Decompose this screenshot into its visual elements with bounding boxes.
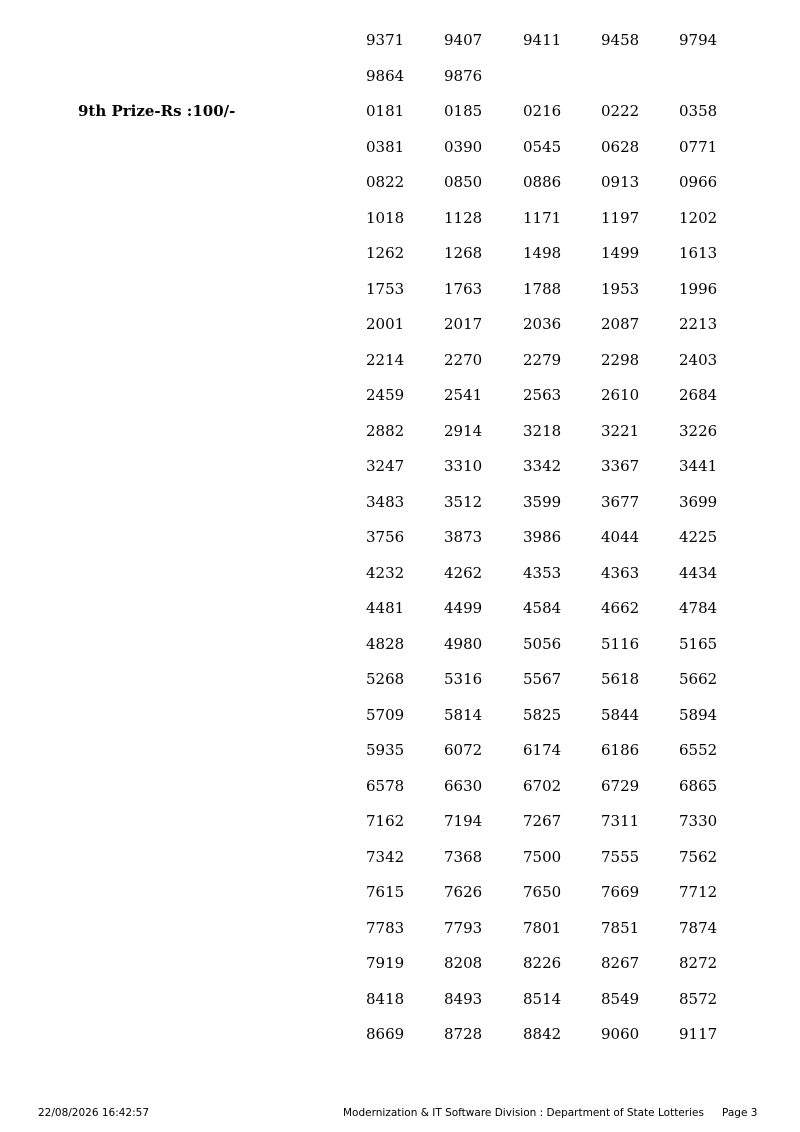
ticket-number: 2684 bbox=[679, 386, 718, 404]
ticket-number: 0886 bbox=[523, 173, 562, 191]
ticket-number: 7368 bbox=[444, 847, 483, 866]
ticket-number: 4225 bbox=[679, 528, 718, 546]
prize-number-row bbox=[366, 242, 766, 278]
ticket-number: 2541 bbox=[444, 386, 483, 404]
ticket-number: 1613 bbox=[679, 244, 718, 262]
ticket-number: 4481 bbox=[366, 599, 405, 617]
ticket-number: 2036 bbox=[523, 315, 562, 333]
winning-numbers-grid bbox=[366, 29, 766, 1059]
ticket-number: 4980 bbox=[444, 634, 483, 653]
ticket-number: 7712 bbox=[679, 883, 718, 901]
ticket-number: 7783 bbox=[366, 918, 405, 937]
ticket-number: 6186 bbox=[601, 741, 640, 759]
ticket-number: 3986 bbox=[523, 528, 562, 546]
ticket-number: 2610 bbox=[601, 386, 640, 404]
ticket-number: 5709 bbox=[366, 705, 405, 724]
ticket-number: 7162 bbox=[366, 812, 405, 830]
ticket-number: 4262 bbox=[444, 563, 483, 582]
ticket-number: 4353 bbox=[523, 563, 562, 582]
ticket-number: 5268 bbox=[366, 670, 405, 688]
prize-number-row bbox=[366, 988, 766, 1024]
ticket-number: 3367 bbox=[601, 457, 640, 475]
ticket-number: 2563 bbox=[523, 386, 562, 404]
ticket-number: 8226 bbox=[523, 954, 562, 972]
prize-number-row bbox=[366, 136, 766, 172]
ticket-number: 0181 bbox=[366, 102, 405, 120]
ticket-number: 8728 bbox=[444, 1025, 483, 1043]
ticket-number: 3873 bbox=[444, 528, 483, 546]
ticket-number: 5662 bbox=[679, 670, 718, 688]
ticket-number: 9794 bbox=[679, 31, 718, 49]
ticket-number: 2213 bbox=[679, 315, 718, 333]
ticket-number: 8272 bbox=[679, 954, 718, 972]
ticket-number: 0822 bbox=[366, 173, 405, 191]
ticket-number: 7626 bbox=[444, 883, 483, 901]
prize-number-row bbox=[366, 775, 766, 811]
ticket-number: 1763 bbox=[444, 279, 483, 298]
ticket-number: 8572 bbox=[679, 989, 718, 1008]
ticket-number: 7615 bbox=[366, 883, 405, 901]
prize-number-row bbox=[366, 668, 766, 704]
ticket-number: 1262 bbox=[366, 244, 405, 262]
ticket-number: 1268 bbox=[444, 244, 483, 262]
ticket-number: 1171 bbox=[523, 208, 562, 227]
ticket-number: 8842 bbox=[523, 1025, 562, 1043]
ticket-number: 6702 bbox=[523, 776, 562, 795]
ticket-number: 1996 bbox=[679, 279, 718, 298]
prize-number-row bbox=[366, 349, 766, 385]
ticket-number: 8669 bbox=[366, 1025, 405, 1043]
ticket-number: 9371 bbox=[366, 31, 405, 49]
ticket-number: 8267 bbox=[601, 954, 640, 972]
ticket-number: 2298 bbox=[601, 350, 640, 369]
prize-number-row bbox=[366, 881, 766, 917]
ticket-number: 6552 bbox=[679, 741, 718, 759]
ticket-number: 3310 bbox=[444, 457, 483, 475]
ticket-number: 3756 bbox=[366, 528, 405, 546]
ticket-number: 3247 bbox=[366, 457, 405, 475]
prize-number-row bbox=[366, 810, 766, 846]
ticket-number: 5894 bbox=[679, 705, 718, 724]
footer-datetime: 22/08/2026 16:42:57 bbox=[38, 1107, 150, 1119]
ticket-number: 4584 bbox=[523, 599, 562, 617]
ticket-number: 3441 bbox=[679, 457, 718, 475]
ticket-number: 0358 bbox=[679, 102, 718, 120]
prize-number-row bbox=[366, 100, 766, 136]
ticket-number: 7267 bbox=[523, 812, 562, 830]
prize-number-row bbox=[366, 952, 766, 988]
ticket-number: 3599 bbox=[523, 492, 562, 511]
ticket-number: 0771 bbox=[679, 137, 718, 156]
ticket-number: 0545 bbox=[523, 137, 562, 156]
prize-number-row bbox=[366, 917, 766, 953]
ticket-number: 0216 bbox=[523, 102, 562, 120]
ticket-number: 9458 bbox=[601, 31, 640, 49]
ticket-number: 2214 bbox=[366, 350, 405, 369]
prize-number-row bbox=[366, 207, 766, 243]
ticket-number: 4499 bbox=[444, 599, 483, 617]
prize-number-row bbox=[366, 384, 766, 420]
ticket-number: 5844 bbox=[601, 705, 640, 724]
ticket-number: 8549 bbox=[601, 989, 640, 1008]
ticket-number: 3342 bbox=[523, 457, 562, 475]
continuation-number-row bbox=[366, 65, 766, 101]
ticket-number: 1788 bbox=[523, 279, 562, 298]
ticket-number: 7342 bbox=[366, 847, 405, 866]
ticket-number: 3221 bbox=[601, 421, 640, 440]
ticket-number: 7650 bbox=[523, 883, 562, 901]
ticket-number: 5814 bbox=[444, 705, 483, 724]
ticket-number: 2017 bbox=[444, 315, 483, 333]
ticket-number: 3226 bbox=[679, 421, 718, 440]
prize-number-row bbox=[366, 526, 766, 562]
ticket-number: 3218 bbox=[523, 421, 562, 440]
ticket-number: 6174 bbox=[523, 741, 562, 759]
ticket-number: 1498 bbox=[523, 244, 562, 262]
ticket-number: 7311 bbox=[601, 812, 640, 830]
ticket-number: 2279 bbox=[523, 350, 562, 369]
ticket-number: 1499 bbox=[601, 244, 640, 262]
prize-number-row bbox=[366, 633, 766, 669]
ticket-number: 5618 bbox=[601, 670, 640, 688]
ticket-number: 5116 bbox=[601, 634, 640, 653]
ticket-number: 0390 bbox=[444, 137, 483, 156]
prize-number-row bbox=[366, 278, 766, 314]
ticket-number: 1753 bbox=[366, 279, 405, 298]
ticket-number: 2882 bbox=[366, 421, 405, 440]
ticket-number: 7500 bbox=[523, 847, 562, 866]
ticket-number: 8418 bbox=[366, 989, 405, 1008]
continuation-number-row bbox=[366, 29, 766, 65]
ticket-number: 4232 bbox=[366, 563, 405, 582]
prize-number-row bbox=[366, 313, 766, 349]
ticket-number: 3512 bbox=[444, 492, 483, 511]
ticket-number: 2459 bbox=[366, 386, 405, 404]
ticket-number: 2087 bbox=[601, 315, 640, 333]
prize-number-row bbox=[366, 846, 766, 882]
prize-number-row bbox=[366, 420, 766, 456]
ticket-number: 6630 bbox=[444, 776, 483, 795]
prize-number-row bbox=[366, 1023, 766, 1059]
ticket-number: 9876 bbox=[444, 66, 483, 85]
ticket-number: 4044 bbox=[601, 528, 640, 546]
ticket-number: 4828 bbox=[366, 634, 405, 653]
ticket-number: 0966 bbox=[679, 173, 718, 191]
ticket-number: 0185 bbox=[444, 102, 483, 120]
prize-heading: 9th Prize-Rs :100/- bbox=[78, 102, 236, 120]
ticket-number: 1202 bbox=[679, 208, 718, 227]
ticket-number: 8208 bbox=[444, 954, 483, 972]
ticket-number: 7562 bbox=[679, 847, 718, 866]
ticket-number: 2001 bbox=[366, 315, 405, 333]
ticket-number: 7801 bbox=[523, 918, 562, 937]
ticket-number: 9864 bbox=[366, 66, 405, 85]
prize-number-row bbox=[366, 455, 766, 491]
ticket-number: 4784 bbox=[679, 599, 718, 617]
ticket-number: 1128 bbox=[444, 208, 483, 227]
ticket-number: 6578 bbox=[366, 776, 405, 795]
prize-number-row bbox=[366, 739, 766, 775]
ticket-number: 1953 bbox=[601, 279, 640, 298]
ticket-number: 6729 bbox=[601, 776, 640, 795]
ticket-number: 0628 bbox=[601, 137, 640, 156]
ticket-number: 5567 bbox=[523, 670, 562, 688]
ticket-number: 8493 bbox=[444, 989, 483, 1008]
ticket-number: 5825 bbox=[523, 705, 562, 724]
ticket-number: 7851 bbox=[601, 918, 640, 937]
prize-number-row bbox=[366, 491, 766, 527]
ticket-number: 2914 bbox=[444, 421, 483, 440]
ticket-number: 3677 bbox=[601, 492, 640, 511]
prize-number-row bbox=[366, 562, 766, 598]
ticket-number: 7330 bbox=[679, 812, 718, 830]
ticket-number: 5165 bbox=[679, 634, 718, 653]
ticket-number: 4363 bbox=[601, 563, 640, 582]
ticket-number: 0381 bbox=[366, 137, 405, 156]
ticket-number: 4662 bbox=[601, 599, 640, 617]
ticket-number: 4434 bbox=[679, 563, 718, 582]
ticket-number: 9407 bbox=[444, 31, 483, 49]
ticket-number: 8514 bbox=[523, 989, 562, 1008]
ticket-number: 5316 bbox=[444, 670, 483, 688]
ticket-number: 0850 bbox=[444, 173, 483, 191]
ticket-number: 9060 bbox=[601, 1025, 640, 1043]
ticket-number: 1018 bbox=[366, 208, 405, 227]
ticket-number: 3483 bbox=[366, 492, 405, 511]
ticket-number: 7555 bbox=[601, 847, 640, 866]
ticket-number: 0222 bbox=[601, 102, 640, 120]
ticket-number: 0913 bbox=[601, 173, 640, 191]
ticket-number: 5935 bbox=[366, 741, 405, 759]
ticket-number: 3699 bbox=[679, 492, 718, 511]
ticket-number: 7874 bbox=[679, 918, 718, 937]
footer-division: Modernization & IT Software Division : Department of State Lotteries bbox=[343, 1107, 704, 1119]
ticket-number: 7919 bbox=[366, 954, 405, 972]
ticket-number: 2270 bbox=[444, 350, 483, 369]
ticket-number: 7194 bbox=[444, 812, 483, 830]
ticket-number: 6072 bbox=[444, 741, 483, 759]
ticket-number: 2403 bbox=[679, 350, 718, 369]
ticket-number: 6865 bbox=[679, 776, 718, 795]
prize-number-row bbox=[366, 171, 766, 207]
prize-number-row bbox=[366, 597, 766, 633]
ticket-number: 9117 bbox=[679, 1025, 718, 1043]
ticket-number: 7669 bbox=[601, 883, 640, 901]
ticket-number: 7793 bbox=[444, 918, 483, 937]
footer-page-number: Page 3 bbox=[722, 1107, 758, 1119]
ticket-number: 5056 bbox=[523, 634, 562, 653]
prize-number-row bbox=[366, 704, 766, 740]
ticket-number: 9411 bbox=[523, 31, 562, 49]
ticket-number: 1197 bbox=[601, 208, 640, 227]
